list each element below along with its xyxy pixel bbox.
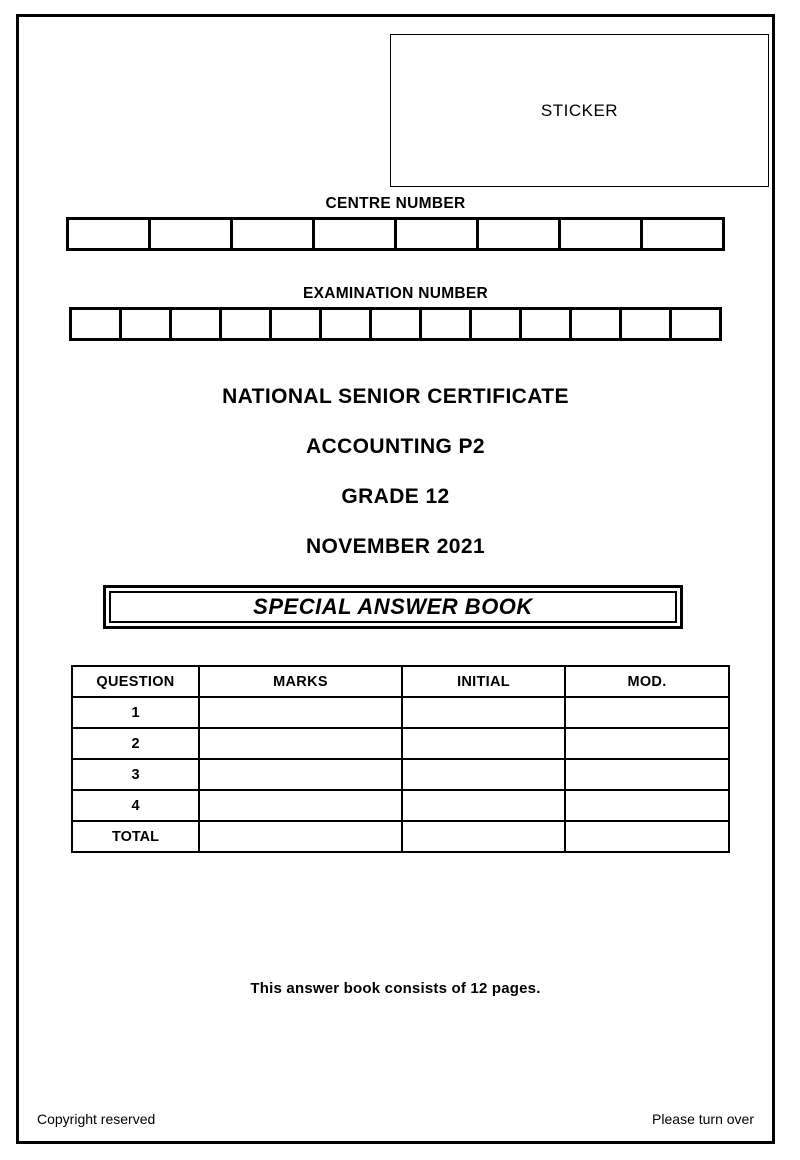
- pages-note: This answer book consists of 12 pages.: [250, 980, 541, 997]
- sticker-box: [390, 34, 769, 187]
- heading-grade: GRADE 12: [341, 485, 450, 509]
- examination-number-box-11[interactable]: [569, 307, 622, 341]
- cell-initial[interactable]: [402, 728, 565, 759]
- cell-question: 3: [72, 759, 199, 790]
- table-header-row: [72, 666, 729, 697]
- table-row: [72, 759, 729, 790]
- examination-number-box-5[interactable]: [269, 307, 322, 341]
- cell-mod[interactable]: [565, 790, 729, 821]
- heading-subject: ACCOUNTING P2: [305, 435, 486, 459]
- examination-number-box-8[interactable]: [419, 307, 472, 341]
- centre-number-box-6[interactable]: [476, 217, 561, 251]
- cell-marks[interactable]: [199, 759, 402, 790]
- exam-cover-page: [16, 14, 775, 1144]
- title-block: [19, 385, 772, 585]
- examination-number-box-2[interactable]: [119, 307, 172, 341]
- examination-number-box-6[interactable]: [319, 307, 372, 341]
- footer-copyright: Copyright reserved: [37, 1111, 156, 1127]
- centre-number-box-2[interactable]: [148, 217, 233, 251]
- cell-marks[interactable]: [199, 821, 402, 852]
- centre-number-box-5[interactable]: [394, 217, 479, 251]
- cell-mod[interactable]: [565, 728, 729, 759]
- examination-number-box-13[interactable]: [669, 307, 722, 341]
- page-content: [19, 17, 772, 1141]
- centre-number-box-4[interactable]: [312, 217, 397, 251]
- examination-number-box-3[interactable]: [169, 307, 222, 341]
- cell-marks[interactable]: [199, 790, 402, 821]
- heading-session: NOVEMBER 2021: [305, 535, 486, 559]
- centre-number-field: [19, 195, 772, 251]
- examination-number-box-9[interactable]: [469, 307, 522, 341]
- centre-number-box-8[interactable]: [640, 217, 725, 251]
- cell-initial[interactable]: [402, 821, 565, 852]
- cell-question: TOTAL: [72, 821, 199, 852]
- examination-number-field: [19, 285, 772, 341]
- sticker-label: STICKER: [540, 100, 619, 120]
- special-answer-book-inner-border: [109, 591, 677, 623]
- table-row: [72, 821, 729, 852]
- examination-number-box-1[interactable]: [69, 307, 122, 341]
- examination-number-box-4[interactable]: [219, 307, 272, 341]
- examination-number-box-12[interactable]: [619, 307, 672, 341]
- centre-number-box-3[interactable]: [230, 217, 315, 251]
- cell-mod[interactable]: [565, 759, 729, 790]
- table-row: [72, 790, 729, 821]
- cell-question: 4: [72, 790, 199, 821]
- examination-number-label: EXAMINATION NUMBER: [302, 285, 489, 302]
- cell-marks[interactable]: [199, 728, 402, 759]
- cell-question: 2: [72, 728, 199, 759]
- centre-number-box-7[interactable]: [558, 217, 643, 251]
- column-header-initial: INITIAL: [402, 666, 565, 697]
- centre-number-label: CENTRE NUMBER: [325, 195, 466, 212]
- special-answer-book-banner: [103, 585, 683, 629]
- table-row: [72, 697, 729, 728]
- cell-question: 1: [72, 697, 199, 728]
- examination-number-boxes: [19, 307, 772, 341]
- centre-number-boxes: [19, 217, 772, 251]
- examination-number-box-7[interactable]: [369, 307, 422, 341]
- cell-mod[interactable]: [565, 821, 729, 852]
- column-header-marks: MARKS: [199, 666, 402, 697]
- centre-number-box-1[interactable]: [66, 217, 151, 251]
- special-answer-book-text: SPECIAL ANSWER BOOK: [253, 594, 533, 619]
- column-header-question: QUESTION: [72, 666, 199, 697]
- footer-turn-over: Please turn over: [652, 1111, 754, 1127]
- examination-number-box-10[interactable]: [519, 307, 572, 341]
- page-footer: [37, 1111, 754, 1127]
- heading-certificate: NATIONAL SENIOR CERTIFICATE: [222, 385, 569, 408]
- cell-initial[interactable]: [402, 697, 565, 728]
- cell-marks[interactable]: [199, 697, 402, 728]
- cell-initial[interactable]: [402, 759, 565, 790]
- cell-mod[interactable]: [565, 697, 729, 728]
- cell-initial[interactable]: [402, 790, 565, 821]
- table-row: [72, 728, 729, 759]
- marks-table: [71, 665, 730, 853]
- column-header-mod: MOD.: [565, 666, 729, 697]
